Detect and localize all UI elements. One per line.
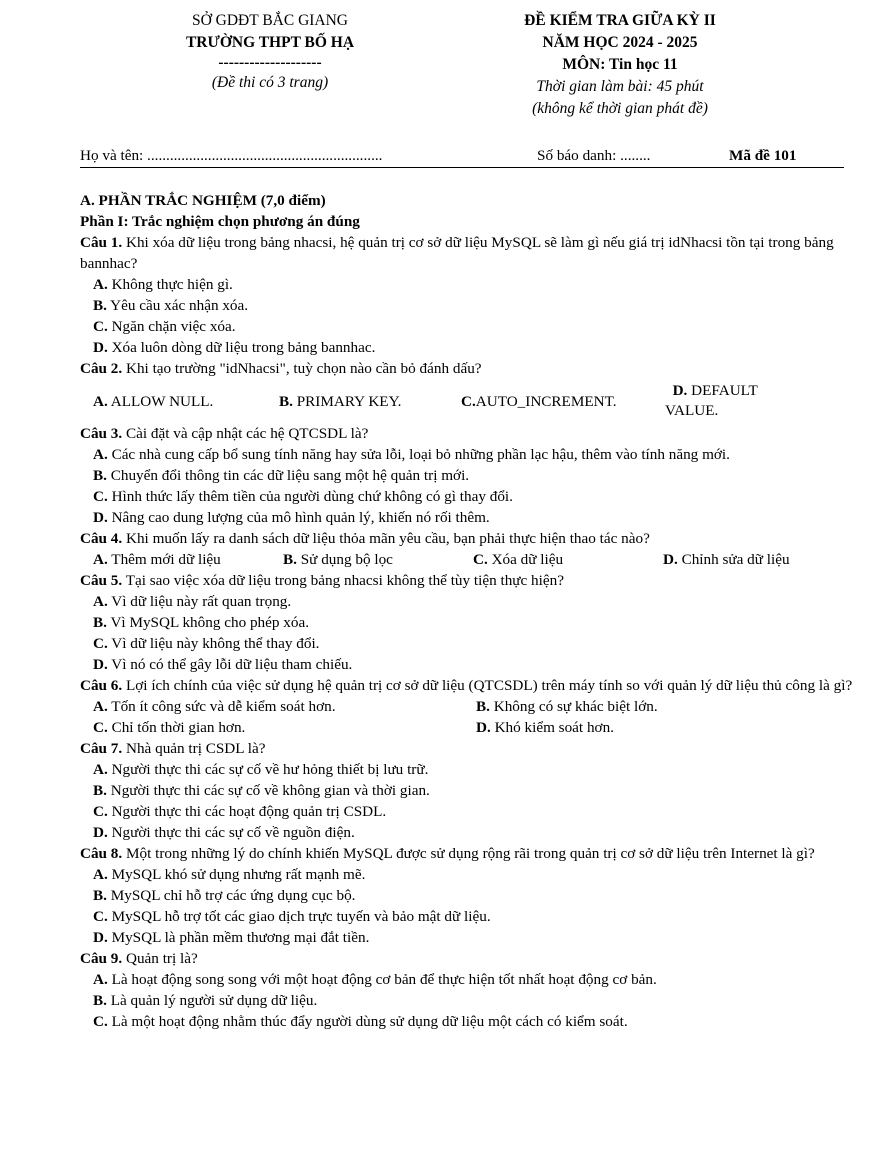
option-text: Người thực thi các hoạt động quản trị CSDL.	[107, 803, 387, 820]
option-text: Không có sự khác biệt lớn.	[489, 698, 658, 715]
option-key: A.	[93, 446, 108, 463]
option-text: Chỉ tốn thời gian hơn.	[107, 719, 246, 736]
option-b	[80, 295, 860, 316]
option-key: A.	[93, 971, 108, 988]
option-key: A.	[93, 698, 108, 715]
option-key: B.	[93, 297, 107, 314]
student-name-field: Họ và tên: ..............................................................	[80, 147, 383, 164]
question-label: Câu 8.	[80, 845, 123, 862]
option-d	[80, 337, 860, 358]
school-name: TRƯỜNG THPT BỐ HẠ	[185, 34, 355, 51]
question-text: Một trong những lý do chính khiến MySQL được sử dụng rộng rãi trong quản trị cơ sở dữ liệu trên Internet là gì?	[122, 845, 815, 862]
school-year: NĂM HỌC 2024 - 2025	[542, 34, 698, 51]
option-c	[80, 1011, 860, 1032]
option-text: Người thực thi các sự cố về hư hỏng thiết bị lưu trữ.	[107, 761, 429, 778]
option-a	[80, 274, 860, 295]
option-text: Vì MySQL không cho phép xóa.	[106, 614, 310, 631]
option-text: Hình thức lấy thêm tiền của người dùng chứ không có gì thay đổi.	[107, 488, 513, 505]
options-row	[80, 379, 860, 423]
question-text: Khi tạo trường "idNhacsi", tuỳ chọn nào cần bỏ đánh dấu?	[122, 360, 482, 377]
option-text: Là một hoạt động nhằm thúc đẩy người dùng sử dụng dữ liệu một cách có kiểm soát.	[107, 1013, 628, 1030]
option-text: Yêu cầu xác nhận xóa.	[106, 297, 249, 314]
question-text: Nhà quản trị CSDL là?	[122, 740, 266, 757]
option-key: B.	[93, 467, 107, 484]
question-1	[80, 232, 860, 358]
question-label: Câu 2.	[80, 360, 123, 377]
option-key: C.	[473, 551, 488, 568]
question-label: Câu 9.	[80, 950, 123, 967]
option-text: Thêm mới dữ liệu	[107, 551, 221, 568]
question-label: Câu 1.	[80, 234, 123, 251]
option-key: D.	[93, 656, 108, 673]
option-d	[665, 381, 795, 421]
option-key: D.	[93, 509, 108, 526]
option-text: AUTO_INCREMENT.	[475, 392, 617, 410]
option-text: Tốn ít công sức và dễ kiểm soát hơn.	[107, 698, 336, 715]
option-a	[80, 759, 860, 780]
option-c	[80, 801, 860, 822]
options-row	[80, 549, 860, 570]
option-text: Là quản lý người sử dụng dữ liệu.	[106, 992, 318, 1009]
option-key: C.	[93, 488, 108, 505]
question-3	[80, 423, 860, 528]
option-key: D.	[93, 929, 108, 946]
exam-content	[80, 190, 860, 1032]
option-key: B.	[93, 887, 107, 904]
section-title: A. PHẦN TRẮC NGHIỆM (7,0 điểm)	[80, 192, 326, 209]
option-key: B.	[279, 392, 293, 410]
option-b	[279, 391, 461, 412]
option-text: Người thực thi các sự cố về nguồn điện.	[107, 824, 355, 841]
question-7	[80, 738, 860, 843]
option-b	[476, 696, 859, 717]
option-text: Vì dữ liệu này không thể thay đổi.	[107, 635, 320, 652]
option-key: D.	[93, 339, 108, 356]
option-a	[93, 696, 476, 717]
department-name: SỞ GDĐT BẮC GIANG	[191, 12, 348, 29]
option-key: B.	[93, 992, 107, 1009]
student-id-line	[80, 145, 844, 168]
option-key: C.	[93, 318, 108, 335]
option-text: Vì dữ liệu này rất quan trọng.	[107, 593, 292, 610]
options-row	[80, 717, 860, 738]
option-text: PRIMARY KEY.	[292, 392, 402, 410]
option-key: D.	[663, 551, 678, 568]
option-text: Vì nó có thể gây lỗi dữ liệu tham chiếu.	[107, 656, 353, 673]
question-text: Khi muốn lấy ra danh sách dữ liệu thỏa mãn yêu cầu, bạn phải thực hiện thao tác nào?	[122, 530, 650, 547]
option-a	[80, 969, 860, 990]
option-key: C.	[461, 392, 476, 410]
option-text: MySQL chỉ hỗ trợ các ứng dụng cục bộ.	[106, 887, 356, 904]
option-c	[80, 633, 860, 654]
option-key: D.	[476, 719, 491, 736]
option-key: B.	[93, 782, 107, 799]
question-label: Câu 4.	[80, 530, 123, 547]
question-label: Câu 7.	[80, 740, 123, 757]
option-b	[80, 885, 860, 906]
option-text: MySQL là phần mềm thương mại đắt tiền.	[107, 929, 370, 946]
question-6	[80, 675, 860, 738]
time-limit: Thời gian làm bài: 45 phút	[536, 78, 704, 95]
option-text: ALLOW NULL.	[107, 392, 214, 410]
question-text: Cài đặt và cập nhật các hệ QTCSDL là?	[122, 425, 369, 442]
question-label: Câu 5.	[80, 572, 123, 589]
option-c	[93, 717, 476, 738]
header-left	[150, 10, 390, 94]
option-b	[80, 990, 860, 1011]
question-5	[80, 570, 860, 675]
option-text: MySQL hỗ trợ tốt các giao dịch trực tuyến và bảo mật dữ liệu.	[107, 908, 491, 925]
option-d	[80, 822, 860, 843]
option-key: C.	[93, 635, 108, 652]
option-key: A.	[93, 551, 108, 568]
option-key: A.	[93, 866, 108, 883]
option-d	[80, 927, 860, 948]
option-text: MySQL khó sử dụng nhưng rất mạnh mẽ.	[107, 866, 366, 883]
option-text: Xóa dữ liệu	[487, 551, 564, 568]
option-b	[80, 612, 860, 633]
option-a	[93, 549, 283, 570]
question-8	[80, 843, 860, 948]
question-4	[80, 528, 860, 570]
option-key: A.	[93, 276, 108, 293]
question-label: Câu 3.	[80, 425, 123, 442]
time-note: (không kể thời gian phát đề)	[532, 100, 708, 117]
exam-code: Mã đề 101	[729, 147, 797, 164]
option-text: DEFAULT	[687, 382, 758, 399]
question-text: Lợi ích chính của việc sử dụng hệ quản trị cơ sở dữ liệu (QTCSDL) trên máy tính so với quản lý dữ liệu thủ công là gì?	[122, 677, 853, 694]
option-key: B.	[476, 698, 490, 715]
option-a	[93, 391, 279, 412]
option-text: Là hoạt động song song với một hoạt động cơ bản để thực hiện tốt nhất hoạt động cơ bản.	[107, 971, 657, 988]
option-c	[80, 486, 860, 507]
subject: MÔN: Tin học 11	[562, 56, 678, 73]
option-text: Người thực thi các sự cố về không gian và thời gian.	[106, 782, 430, 799]
header-divider: --------------------	[218, 54, 322, 71]
option-a	[80, 444, 860, 465]
option-text: Các nhà cung cấp bổ sung tính năng hay sửa lỗi, loại bỏ những phần lạc hậu, thêm vào tính năng mới.	[107, 446, 730, 463]
question-9	[80, 948, 860, 1032]
option-b	[80, 780, 860, 801]
question-text: Quản trị là?	[122, 950, 198, 967]
option-c	[80, 316, 860, 337]
option-key: D.	[93, 824, 108, 841]
options-row	[80, 696, 860, 717]
header-right	[470, 10, 770, 120]
option-text: Ngăn chặn việc xóa.	[107, 318, 236, 335]
option-d	[80, 507, 860, 528]
option-key: B.	[283, 551, 297, 568]
option-key: C.	[93, 908, 108, 925]
option-c	[461, 391, 665, 412]
page-count-note: (Đề thi có 3 trang)	[211, 74, 329, 91]
option-text-continued: VALUE.	[665, 402, 719, 419]
option-text: Xóa luôn dòng dữ liệu trong bảng bannhac.	[107, 339, 376, 356]
option-key: D.	[672, 382, 688, 399]
question-label: Câu 6.	[80, 677, 123, 694]
option-text: Không thực hiện gì.	[107, 276, 233, 293]
option-key: C.	[93, 803, 108, 820]
option-key: C.	[93, 719, 108, 736]
option-text: Chỉnh sửa dữ liệu	[677, 551, 790, 568]
question-text: Tại sao việc xóa dữ liệu trong bảng nhacsi không thể tùy tiện thực hiện?	[122, 572, 564, 589]
option-text: Sử dụng bộ lọc	[296, 551, 393, 568]
option-d	[663, 549, 790, 570]
option-text: Khó kiểm soát hơn.	[490, 719, 614, 736]
option-text: Chuyển đổi thông tin các dữ liệu sang một hệ quản trị mới.	[106, 467, 470, 484]
option-c	[80, 906, 860, 927]
option-text: Nâng cao dung lượng của mô hình quản lý, khiến nó rối thêm.	[107, 509, 490, 526]
option-a	[80, 591, 860, 612]
option-a	[80, 864, 860, 885]
option-key: A.	[93, 392, 108, 410]
option-key: A.	[93, 593, 108, 610]
option-c	[473, 549, 663, 570]
exam-title: ĐỀ KIỂM TRA GIỮA KỲ II	[524, 12, 716, 29]
option-key: B.	[93, 614, 107, 631]
option-d	[476, 717, 859, 738]
option-d	[80, 654, 860, 675]
candidate-number-field: Số báo danh: ........	[537, 147, 651, 164]
option-key: A.	[93, 761, 108, 778]
option-b	[80, 465, 860, 486]
option-key: C.	[93, 1013, 108, 1030]
question-2	[80, 358, 860, 423]
option-b	[283, 549, 473, 570]
part-title: Phần I: Trắc nghiệm chọn phương án đúng	[80, 213, 360, 230]
question-text: Khi xóa dữ liệu trong bảng nhacsi, hệ quản trị cơ sở dữ liệu MySQL sẽ làm gì nếu giá trị idNhacsi tồn tại trong bảng bannhac?	[80, 234, 834, 272]
